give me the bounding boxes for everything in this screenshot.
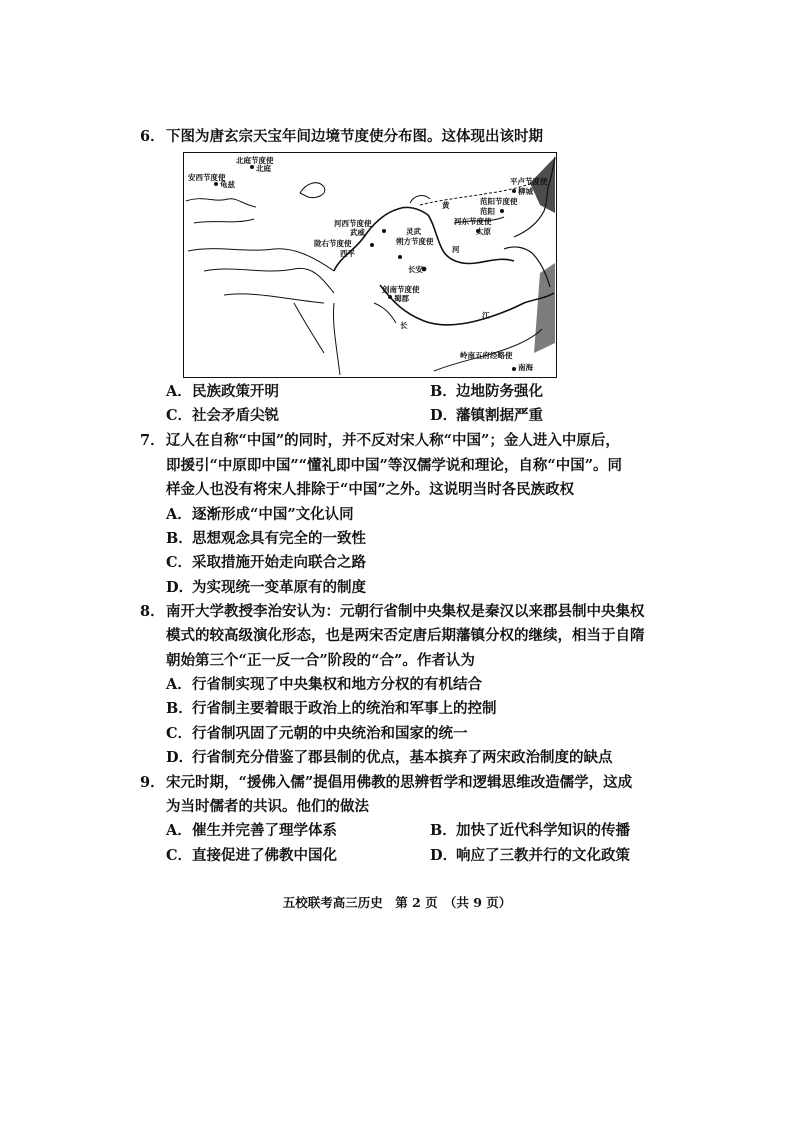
page-footer: 五校联考高三历史 第 2 页 （共 9 页）: [282, 895, 512, 910]
question-stem-line: 模式的较高级演化形态，也是两宋否定唐后期藩镇分权的继续，相当于自隋: [166, 627, 645, 644]
question-stem-line: 为当时儒者的共识。他们的做法: [166, 798, 369, 815]
map-label: 长: [400, 321, 408, 330]
map-label: 龟兹: [220, 180, 235, 189]
map-label: 岭南五府经略使: [460, 351, 513, 360]
question-number: 6．: [140, 128, 165, 145]
option-text: 民族政策开明: [192, 383, 279, 400]
option-text: 行省制充分借鉴了郡县制的优点，基本摈弃了两宋政治制度的缺点: [192, 749, 613, 766]
option-label: D．: [166, 579, 194, 596]
map-label: 安西节度使: [188, 173, 226, 182]
option-label: D．: [430, 847, 458, 864]
question-number: 7．: [140, 432, 165, 449]
map-label: 范阳节度使: [480, 197, 518, 206]
question-stem-line: 样金人也没有将宋人排除于“中国”之外。这说明当时各民族政权: [166, 481, 575, 498]
option-text: 加快了近代科学知识的传播: [456, 822, 630, 839]
option-label: B．: [430, 383, 457, 400]
question-number: 9．: [140, 774, 165, 791]
question-9-stem: [140, 771, 632, 796]
map-label: 北庭: [256, 164, 271, 173]
option-text: 催生并完善了理学体系: [192, 822, 337, 839]
question-stem-line: 即援引“中原即中国”“懂礼即中国”等汉儒学说和理论，自称“中国”。同: [166, 457, 623, 474]
option-text: 行省制主要着眼于政治上的统治和军事上的控制: [192, 700, 497, 717]
map-label: 南海: [518, 363, 533, 372]
option-9d[interactable]: [430, 844, 630, 869]
option-label: D．: [166, 749, 194, 766]
map-label: 黄: [442, 201, 450, 210]
map-label: 朔方节度使: [396, 237, 434, 246]
option-6d[interactable]: [430, 404, 543, 429]
option-label: A．: [166, 506, 192, 523]
map-label: 剑南节度使: [382, 285, 420, 294]
question-7-stem: [140, 429, 620, 454]
question-stem-line: 下图为唐玄宗天宝年间边境节度使分布图。这体现出该时期: [166, 128, 543, 145]
option-label: B．: [166, 530, 193, 547]
map-label: 长安: [408, 265, 423, 274]
map-label: 河东节度使: [454, 217, 492, 226]
option-label: C．: [166, 554, 193, 571]
option-6c[interactable]: [166, 404, 279, 429]
option-8c[interactable]: [166, 722, 468, 747]
option-text: 逐渐形成“中国”文化认同: [192, 506, 354, 523]
option-text: 边地防务强化: [456, 383, 543, 400]
option-text: 采取措施开始走向联合之路: [192, 554, 366, 571]
map-label: 陇右节度使: [314, 239, 352, 248]
option-8b[interactable]: [166, 697, 497, 722]
option-8d[interactable]: [166, 746, 613, 771]
option-label: B．: [430, 822, 457, 839]
question-stem-line: 南开大学教授李治安认为：元朝行省制中央集权是秦汉以来郡县制中央集权: [166, 603, 645, 620]
question-8-stem: [140, 600, 645, 625]
question-6-stem: [140, 125, 543, 150]
tang-jiedushi-map: [183, 152, 557, 378]
map-label: 太原: [476, 227, 491, 236]
option-text: 为实现统一变革原有的制度: [192, 579, 366, 596]
map-label: 武威: [350, 228, 365, 237]
option-7c[interactable]: [166, 551, 366, 576]
map-label: 西平: [340, 249, 355, 258]
option-label: A．: [166, 383, 192, 400]
option-label: C．: [166, 847, 193, 864]
option-6b[interactable]: [430, 380, 543, 405]
option-text: 思想观念具有完全的一致性: [192, 530, 366, 547]
map-drawing: [184, 153, 556, 377]
option-text: 藩镇割据严重: [456, 407, 543, 424]
option-7a[interactable]: [166, 503, 354, 528]
map-label: 平卢节度使: [510, 177, 548, 186]
option-6a[interactable]: [166, 380, 279, 405]
option-label: C．: [166, 407, 193, 424]
question-number: 8．: [140, 603, 165, 620]
option-text: 社会矛盾尖锐: [192, 407, 279, 424]
question-stem-line: 宋元时期，“援佛入儒”提倡用佛教的思辨哲学和逻辑思维改造儒学，这成: [166, 774, 633, 791]
option-7d[interactable]: [166, 576, 366, 601]
map-label: 灵武: [406, 227, 421, 236]
option-7b[interactable]: [166, 527, 366, 552]
option-text: 响应了三教并行的文化政策: [456, 847, 630, 864]
option-text: 行省制实现了中央集权和地方分权的有机结合: [192, 676, 482, 693]
map-label: 北庭节度使: [236, 156, 274, 165]
map-label: 河西节度使: [334, 219, 372, 228]
map-label: 江: [482, 311, 490, 320]
map-label: 河: [452, 245, 460, 254]
option-label: B．: [166, 700, 193, 717]
option-9c[interactable]: [166, 844, 337, 869]
option-8a[interactable]: [166, 673, 482, 698]
option-text: 行省制巩固了元朝的中央统治和国家的统一: [192, 725, 468, 742]
option-label: C．: [166, 725, 193, 742]
map-label: 范阳: [480, 207, 495, 216]
option-label: A．: [166, 676, 192, 693]
question-stem-line: 辽人在自称“中国”的同时，并不反对宋人称“中国”；金人进入中原后，: [166, 432, 620, 449]
map-label: 柳城: [518, 187, 533, 196]
question-stem-line: 朝始第三个“正一反一合”阶段的“合”。作者认为: [166, 652, 475, 669]
option-9b[interactable]: [430, 819, 630, 844]
option-label: A．: [166, 822, 192, 839]
map-label: 蜀郡: [394, 294, 409, 303]
option-9a[interactable]: [166, 819, 337, 844]
option-text: 直接促进了佛教中国化: [192, 847, 337, 864]
option-label: D．: [430, 407, 458, 424]
